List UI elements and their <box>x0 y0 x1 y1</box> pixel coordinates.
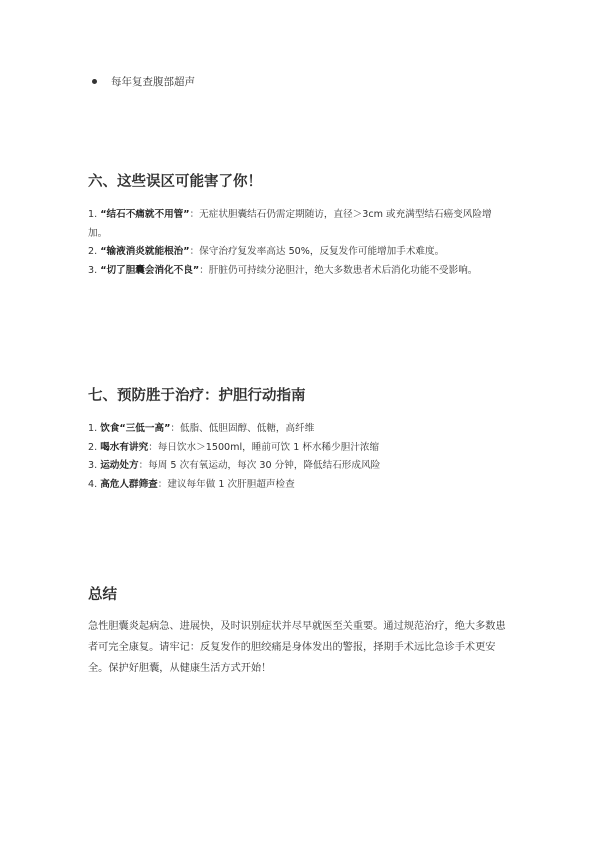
section-myths <box>88 172 508 280</box>
list-item: 1. 饮食“三低一高”：低脂、低胆固醇、低糖，高纤维 <box>88 423 315 434</box>
prevention-list <box>88 420 508 494</box>
list-item: 3. 运动处方：每周 5 次有氧运动，每次 30 分钟，降低结石形成风险 <box>88 460 381 471</box>
list-item: 4. 高危人群筛查：建议每年做 1 次肝胆超声检查 <box>88 478 295 490</box>
section-heading: 六、这些误区可能害了你！ <box>88 174 262 190</box>
section-prevention <box>88 386 508 494</box>
list-item: 3. “切了胆囊会消化不良”：肝脏仍可持续分泌胆汁，绝大多数患者术后消化功能不受影响。 <box>88 264 478 276</box>
section-heading: 七、预防胜于治疗：护胆行动指南 <box>88 388 306 404</box>
list-item: 2. 喝水有讲究：每日饮水＞1500ml，睡前可饮 1 杯水稀少胆汁浓缩 <box>88 441 380 453</box>
list-item: 2. “输液消炎就能根治”：保守治疗复发率高达 50%，反复发作可能增加手术难度。 <box>88 246 445 257</box>
myths-list <box>88 206 508 280</box>
bullet-text: 每年复查腹部超声 <box>111 76 195 88</box>
list-item: 1. “结石不痛就不用管”：无症状胆囊结石仍需定期随访，直径＞3cm 或充满型结石癌变风险增加。 <box>88 209 492 239</box>
section-heading: 总结 <box>88 587 117 603</box>
section-summary <box>88 585 508 679</box>
bullet-list-item <box>92 74 195 90</box>
bullet-dot-icon <box>92 79 97 84</box>
summary-paragraph: 急性胆囊炎起病急、进展快，及时识别症状并尽早就医至关重要。通过规范治疗，绝大多数患者可完全康复。请牢记：反复发作的胆绞痛是身体发出的警报，择期手术远比急诊手术更安全。保护好胆囊，从健康生活方式开始！ <box>88 621 506 674</box>
